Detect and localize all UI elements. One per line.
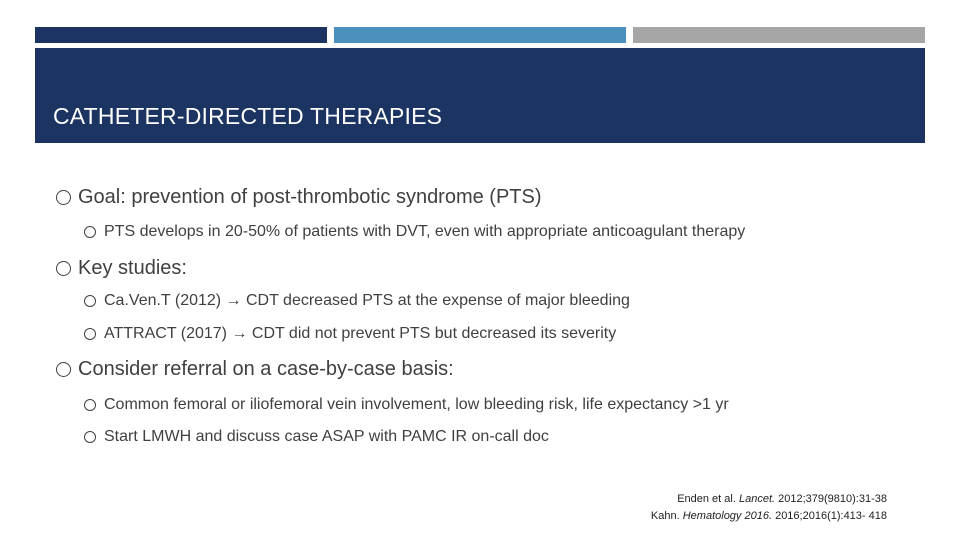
reference-authors: Enden et al. (677, 493, 739, 505)
bullet-text: Key studies: (78, 257, 187, 279)
bullet-text: Ca.Ven.T (2012) → CDT decreased PTS at the expense of major bleeding (104, 292, 630, 309)
reference-line (651, 491, 887, 508)
reference-journal: Lancet. (738, 493, 776, 505)
bullet-text: Goal: prevention of post-thrombotic syndrome (PTS) (78, 186, 542, 208)
reference-line (651, 508, 887, 525)
bullet-text: ATTRACT (2017) → CDT did not prevent PTS but decreased its severity (104, 325, 617, 342)
reference-journal: Hematology 2016. (682, 510, 773, 522)
bullet-text: PTS develops in 20-50% of patients with DVT, even with appropriate anticoagulant therapy (104, 223, 746, 240)
sub-bullet-item (84, 428, 549, 446)
reference-details: 2016;2016(1):413- 418 (772, 510, 887, 522)
bullet-text: Common femoral or iliofemoral vein involvement, low bleeding risk, life expectancy >1 yr (104, 396, 729, 413)
bullet-item (56, 358, 454, 381)
references (651, 491, 887, 525)
sub-bullet-item (84, 396, 729, 414)
reference-details: 2012;379(9810):31-38 (775, 493, 887, 505)
bullet-circle-icon (84, 226, 96, 238)
sub-bullet-item (84, 223, 745, 241)
bullet-item (56, 186, 542, 209)
sub-bullet-item (84, 325, 616, 343)
bullet-circle-icon (56, 261, 71, 276)
bullet-text: Consider referral on a case-by-case basis: (78, 358, 454, 380)
reference-authors: Kahn. (650, 510, 683, 522)
bullet-circle-icon (56, 362, 71, 377)
bullet-circle-icon (84, 295, 96, 307)
bullet-circle-icon (84, 431, 96, 443)
bullet-item (56, 257, 187, 280)
bullet-circle-icon (84, 399, 96, 411)
bullet-text: Start LMWH and discuss case ASAP with PAMC IR on-call doc (104, 428, 549, 445)
bullet-circle-icon (84, 328, 96, 340)
sub-bullet-item (84, 292, 630, 310)
bullet-circle-icon (56, 190, 71, 205)
slide-title: CATHETER-DIRECTED THERAPIES (53, 103, 443, 129)
